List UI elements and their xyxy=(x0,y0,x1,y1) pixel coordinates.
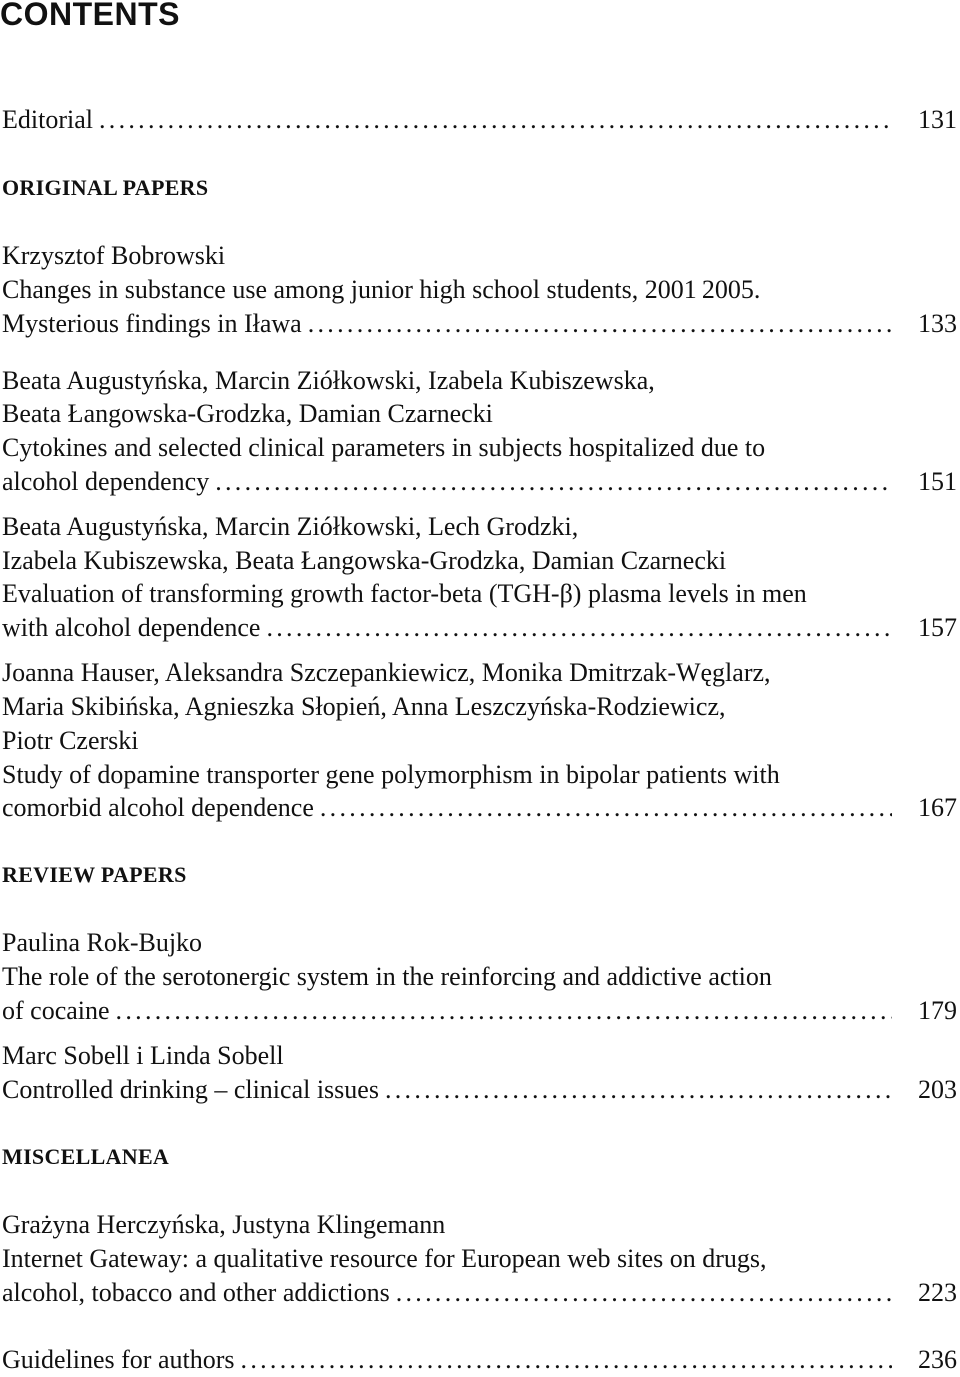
toc-entry-cocaine[interactable] xyxy=(2,994,957,1028)
entry-authors: Marc Sobell i Linda Sobell xyxy=(2,1041,284,1070)
entry-title-end: of cocaine xyxy=(2,996,110,1025)
section-heading-miscellanea: MISCELLANEA xyxy=(2,1144,170,1169)
entry-title: Evaluation of transforming growth factor-beta (TGH-β) plasma levels in men xyxy=(2,579,807,608)
toc-entry-internet-gateway[interactable] xyxy=(2,1276,957,1310)
entry-authors: Beata Augustyńska, Marcin Ziółkowski, Lech Grodzki, xyxy=(2,512,579,541)
section-heading-review-papers: REVIEW PAPERS xyxy=(2,862,187,887)
entry-authors: Beata Augustyńska, Marcin Ziółkowski, Izabela Kubiszewska, xyxy=(2,366,655,395)
entry-title-end: comorbid alcohol dependence xyxy=(2,793,314,822)
entry-authors: Paulina Rok-Bujko xyxy=(2,928,203,957)
dot-leader xyxy=(99,103,892,137)
page-number: 179 xyxy=(918,996,957,1025)
entry-title: Study of dopamine transporter gene polymorphism in bipolar patients with xyxy=(2,760,780,789)
toc-entry-dopamine[interactable] xyxy=(2,791,957,825)
entry-title: The role of the serotonergic system in the reinforcing and addictive action xyxy=(2,962,772,991)
page-number: 167 xyxy=(918,793,957,822)
entry-title: Changes in substance use among junior high school students, 2001 2005. xyxy=(2,275,761,304)
entry-authors: Piotr Czerski xyxy=(2,726,139,755)
entry-title: Guidelines for authors xyxy=(2,1345,235,1374)
entry-title-end: Mysterious findings in Iława xyxy=(2,309,302,338)
toc-entry-tgf-beta[interactable] xyxy=(2,611,957,645)
page-number: 133 xyxy=(918,309,957,338)
entry-title-end: Controlled drinking – clinical issues xyxy=(2,1075,379,1104)
toc-entry-editorial[interactable] xyxy=(2,103,957,137)
page-number: 151 xyxy=(918,467,957,496)
entry-title: Internet Gateway: a qualitative resource for European web sites on drugs, xyxy=(2,1244,767,1273)
entry-authors: Maria Skibińska, Agnieszka Słopień, Anna Leszczyńska-Rodziewicz, xyxy=(2,692,726,721)
page-number: 223 xyxy=(918,1278,957,1307)
section-heading-original-papers: ORIGINAL PAPERS xyxy=(2,175,209,200)
entry-authors: Krzysztof Bobrowski xyxy=(2,241,226,270)
dot-leader xyxy=(215,465,892,499)
entry-title-end: alcohol, tobacco and other addictions xyxy=(2,1278,390,1307)
entry-authors: Joanna Hauser, Aleksandra Szczepankiewicz, Monika Dmitrzak-Węglarz, xyxy=(2,658,771,687)
entry-authors: Beata Łangowska-Grodzka, Damian Czarnecki xyxy=(2,399,493,428)
dot-leader xyxy=(396,1276,892,1310)
entry-title-end: alcohol dependency xyxy=(2,467,210,496)
toc-entry-controlled-drinking[interactable] xyxy=(2,1073,957,1107)
dot-leader xyxy=(266,611,892,645)
toc-entry-bobrowski[interactable] xyxy=(2,307,957,341)
page-number: 236 xyxy=(918,1345,957,1374)
page-number: 131 xyxy=(918,105,957,134)
page-number: 203 xyxy=(918,1075,957,1104)
toc-entry-guidelines[interactable] xyxy=(2,1343,957,1377)
page-number: 157 xyxy=(918,613,957,642)
entry-title: Editorial xyxy=(2,105,93,134)
dot-leader xyxy=(116,994,892,1028)
dot-leader xyxy=(241,1343,892,1377)
page-title: CONTENTS xyxy=(0,0,180,32)
entry-authors: Grażyna Herczyńska, Justyna Klingemann xyxy=(2,1210,446,1239)
dot-leader xyxy=(308,307,892,341)
entry-title-end: with alcohol dependence xyxy=(2,613,261,642)
dot-leader xyxy=(385,1073,892,1107)
entry-authors: Izabela Kubiszewska, Beata Łangowska-Grodzka, Damian Czarnecki xyxy=(2,546,727,575)
toc-entry-cytokines[interactable] xyxy=(2,465,957,499)
dot-leader xyxy=(320,791,892,825)
entry-title: Cytokines and selected clinical parameters in subjects hospitalized due to xyxy=(2,433,766,462)
